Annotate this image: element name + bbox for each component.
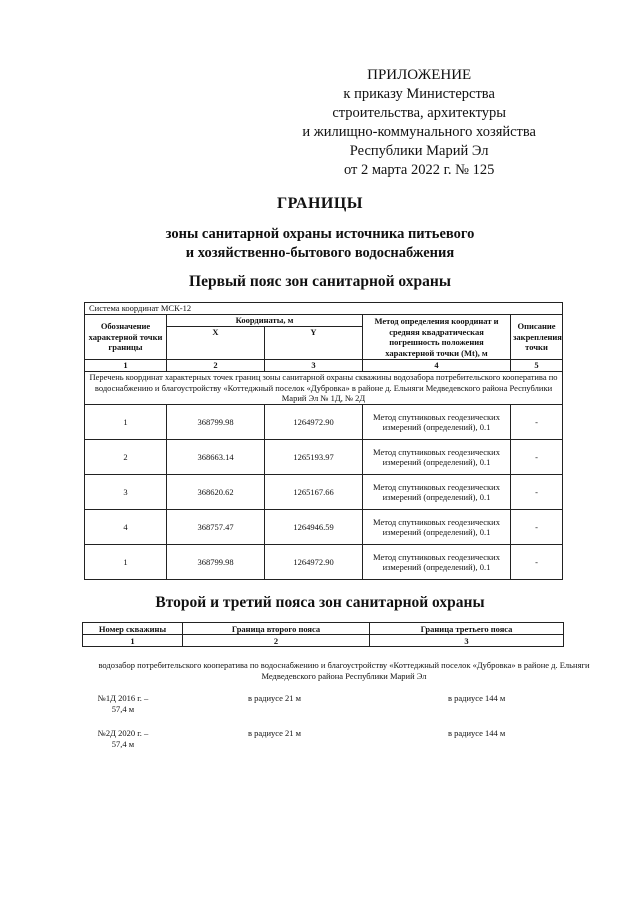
description-cell: -	[511, 510, 563, 545]
method-cell: Метод спутниковых геодезических измерений (определений), 0.1	[363, 475, 511, 510]
y-cell: 1264946.59	[265, 510, 363, 545]
method-cell: Метод спутниковых геодезических измерений (определений), 0.1	[363, 405, 511, 440]
document-title: ГРАНИЦЫ	[276, 195, 363, 212]
header-zone2: Граница второго пояса	[183, 623, 370, 635]
header-description: Описание закрепления точки	[511, 315, 563, 360]
header-y: Y	[265, 327, 363, 360]
table-row	[85, 440, 563, 475]
description-cell: -	[511, 405, 563, 440]
method-cell: Метод спутниковых геодезических измерений (определений), 0.1	[363, 440, 511, 475]
description-cell: -	[511, 475, 563, 510]
header-well-number: Номер скважины	[83, 623, 183, 635]
section-second-third-belt-heading: Второй и третий пояса зон санитарной охраны	[155, 594, 485, 611]
method-cell: Метод спутниковых геодезических измерений (определений), 0.1	[363, 545, 511, 580]
x-cell: 368663.14	[167, 440, 265, 475]
appendix-title: ПРИЛОЖЕНИЕ	[367, 67, 472, 83]
table-note: Перечень координат характерных точек границ зоны санитарной охраны скважины водозабора потребительского кооператива по водоснабжению и благоустройству «Коттеджный поселок «Дубровка» в районе д. Ельняги Медведевского района Республики Марий Эл № 1Д, № 2Д	[85, 372, 563, 405]
point-cell: 4	[85, 510, 167, 545]
x-cell: 368799.98	[167, 545, 265, 580]
appendix-line: Республики Марий Эл	[349, 143, 489, 159]
table-row	[85, 545, 563, 580]
table-row	[85, 475, 563, 510]
description-cell: -	[511, 440, 563, 475]
description-cell: -	[511, 545, 563, 580]
appendix-line: и жилищно-коммунального хозяйства	[302, 124, 536, 140]
table-row	[85, 510, 563, 545]
well-number-line: №2Д 2020 г. –	[97, 728, 149, 738]
well-row	[88, 693, 528, 717]
x-cell: 368799.98	[167, 405, 265, 440]
column-number: 3	[265, 360, 363, 372]
column-number: 3	[370, 635, 564, 647]
table-row	[85, 405, 563, 440]
well-depth-line: 57,4 м	[111, 739, 135, 749]
well-number	[88, 728, 158, 750]
header-x: X	[167, 327, 265, 360]
subtitle-line-1: зоны санитарной охраны источника питьевого	[165, 226, 475, 242]
well-row	[88, 728, 528, 752]
y-cell: 1264972.90	[265, 545, 363, 580]
x-cell: 368620.62	[167, 475, 265, 510]
y-cell: 1265167.66	[265, 475, 363, 510]
first-belt-coordinates-table	[84, 302, 563, 580]
section-first-belt-heading: Первый пояс зон санитарной охраны	[189, 273, 451, 290]
appendix-line: к приказу Министерства	[343, 86, 495, 102]
point-cell: 2	[85, 440, 167, 475]
well-number	[88, 693, 158, 715]
header-point: Обозначение характерной точки границы	[85, 315, 167, 360]
zone3-radius: в радиусе 144 м	[448, 693, 506, 703]
column-number: 4	[363, 360, 511, 372]
y-cell: 1264972.90	[265, 405, 363, 440]
header-zone3: Граница третьего пояса	[370, 623, 564, 635]
header-method: Метод определения координат и средняя квадратическая погрешность положения характерной точки (Mt), м	[363, 315, 511, 360]
zone3-radius: в радиусе 144 м	[448, 728, 506, 738]
water-intake-note: водозабор потребительского кооператива по водоснабжению и благоустройству «Коттеджный поселок «Дубровка» в районе д. Ельняги Медведевского района Республики Марий Эл	[98, 660, 590, 681]
point-cell: 1	[85, 405, 167, 440]
second-third-belt-table	[82, 622, 564, 647]
document-subtitle	[0, 225, 640, 263]
column-number: 5	[511, 360, 563, 372]
zone2-radius: в радиусе 21 м	[248, 693, 302, 703]
column-number: 1	[85, 360, 167, 372]
appendix-line: строительства, архитектуры	[332, 105, 506, 121]
appendix-line: от 2 марта 2022 г. № 125	[343, 162, 495, 178]
well-number-line: №1Д 2016 г. –	[97, 693, 149, 703]
method-cell: Метод спутниковых геодезических измерений (определений), 0.1	[363, 510, 511, 545]
column-number: 2	[167, 360, 265, 372]
well-depth-line: 57,4 м	[111, 704, 135, 714]
appendix-block	[302, 66, 536, 180]
point-cell: 1	[85, 545, 167, 580]
zone2-radius: в радиусе 21 м	[248, 728, 302, 738]
x-cell: 368757.47	[167, 510, 265, 545]
header-coordinates: Координаты, м	[167, 315, 363, 327]
y-cell: 1265193.97	[265, 440, 363, 475]
column-number: 1	[83, 635, 183, 647]
point-cell: 3	[85, 475, 167, 510]
column-number: 2	[183, 635, 370, 647]
subtitle-line-2: и хозяйственно-бытового водоснабжения	[185, 245, 455, 261]
coordinate-system-cell: Система координат МСК-12	[85, 303, 563, 315]
